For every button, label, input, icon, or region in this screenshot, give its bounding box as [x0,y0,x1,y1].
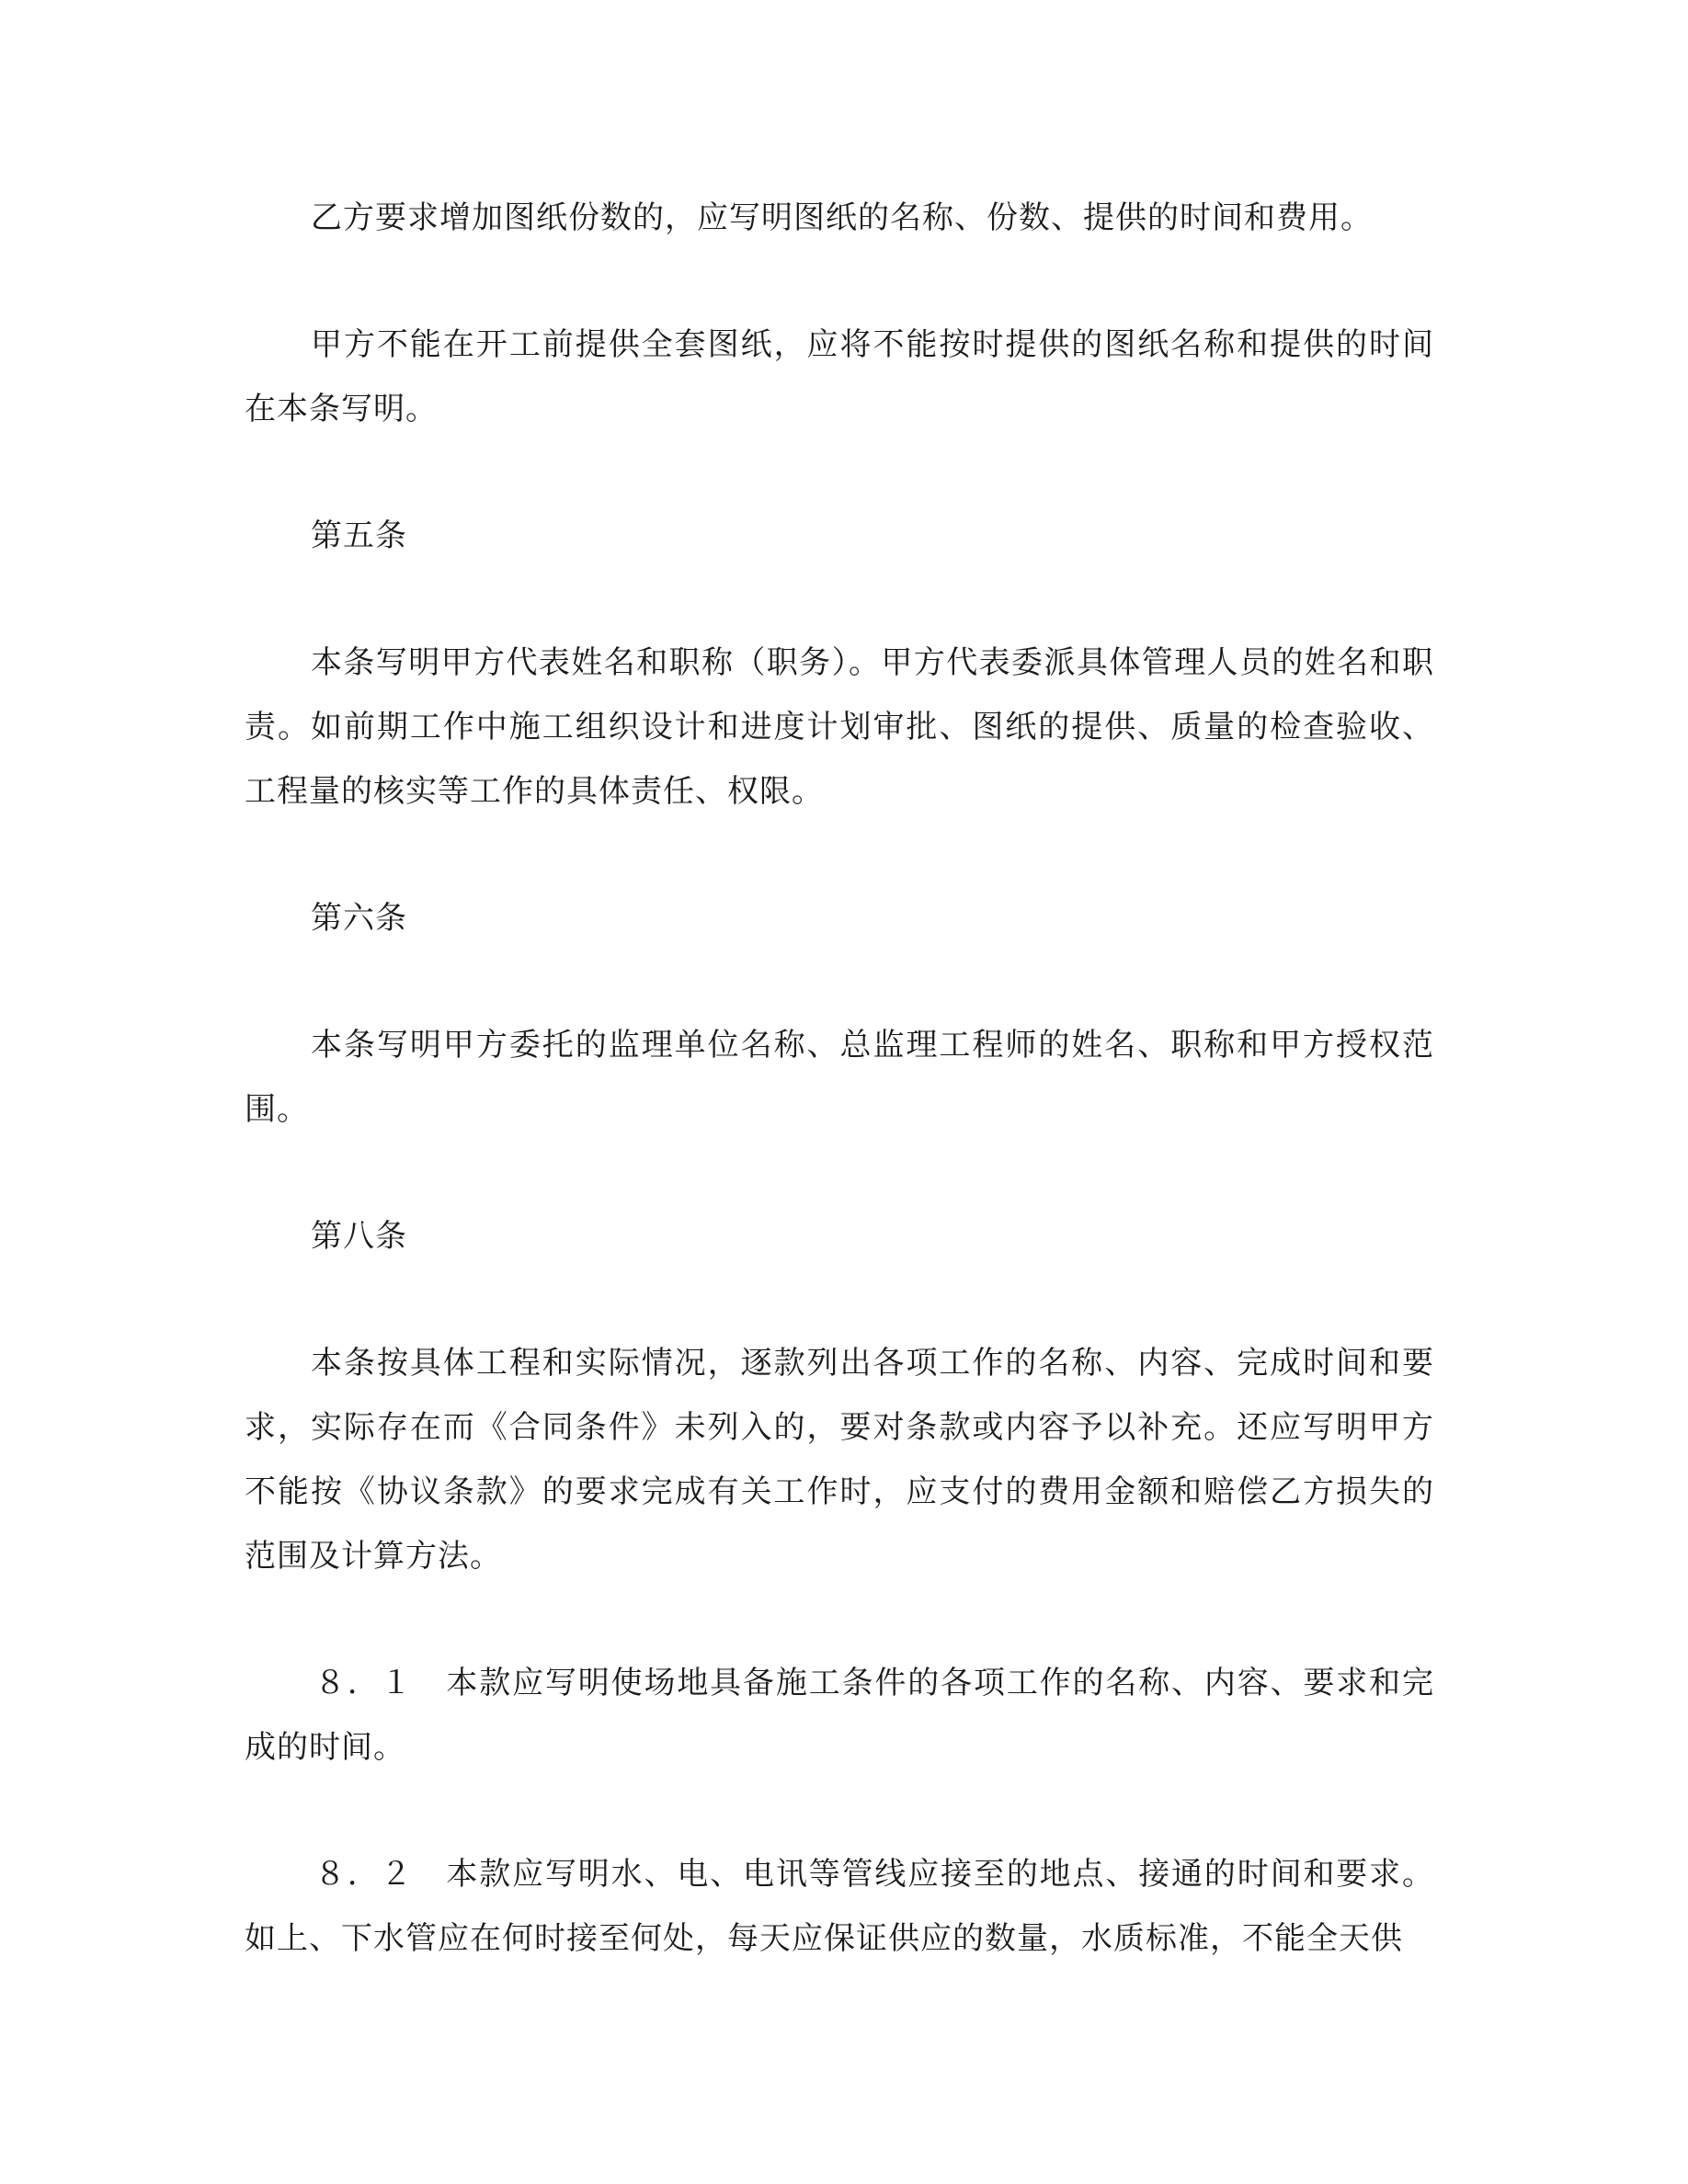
paragraph-drawings-timing: 甲方不能在开工前提供全套图纸，应将不能按时提供的图纸名称和提供的时间在本条写明。 [245,326,1434,427]
paragraph-clause-8-2: ８．２ 本款应写明水、电、电讯等管线应接至的地点、接通的时间和要求。如上、下水管应在何时接至何处，每天应保证供应的数量，水质标准，不能全天供 [245,1856,1434,1957]
paragraph-article-8-body: 本条按具体工程和实际情况，逐款列出各项工作的名称、内容、完成时间和要求，实际存在而《合同条件》未列入的，要对条款或内容予以补充。还应写明甲方不能按《协议条款》的要求完成有关工作时，应支付的费用金额和赔偿乙方损失的范围及计算方法。 [245,1345,1434,1575]
paragraph-clause-8-1: ８．１ 本款应写明使场地具备施工条件的各项工作的名称、内容、要求和完成的时间。 [245,1665,1434,1766]
heading-article-6: 第六条 [311,900,407,937]
paragraph-drawing-copies: 乙方要求增加图纸份数的，应写明图纸的名称、份数、提供的时间和费用。 [311,199,1373,236]
heading-article-5: 第五条 [311,518,407,554]
paragraph-article-5-body: 本条写明甲方代表姓名和职称（职务）。甲方代表委派具体管理人员的姓名和职责。如前期工作中施工组织设计和进度计划审批、图纸的提供、质量的检查验收、工程量的核实等工作的具体责任、权限。 [245,644,1434,810]
paragraph-article-6-body: 本条写明甲方委托的监理单位名称、总监理工程师的姓名、职称和甲方授权范围。 [245,1027,1434,1128]
heading-article-8: 第八条 [311,1218,407,1255]
